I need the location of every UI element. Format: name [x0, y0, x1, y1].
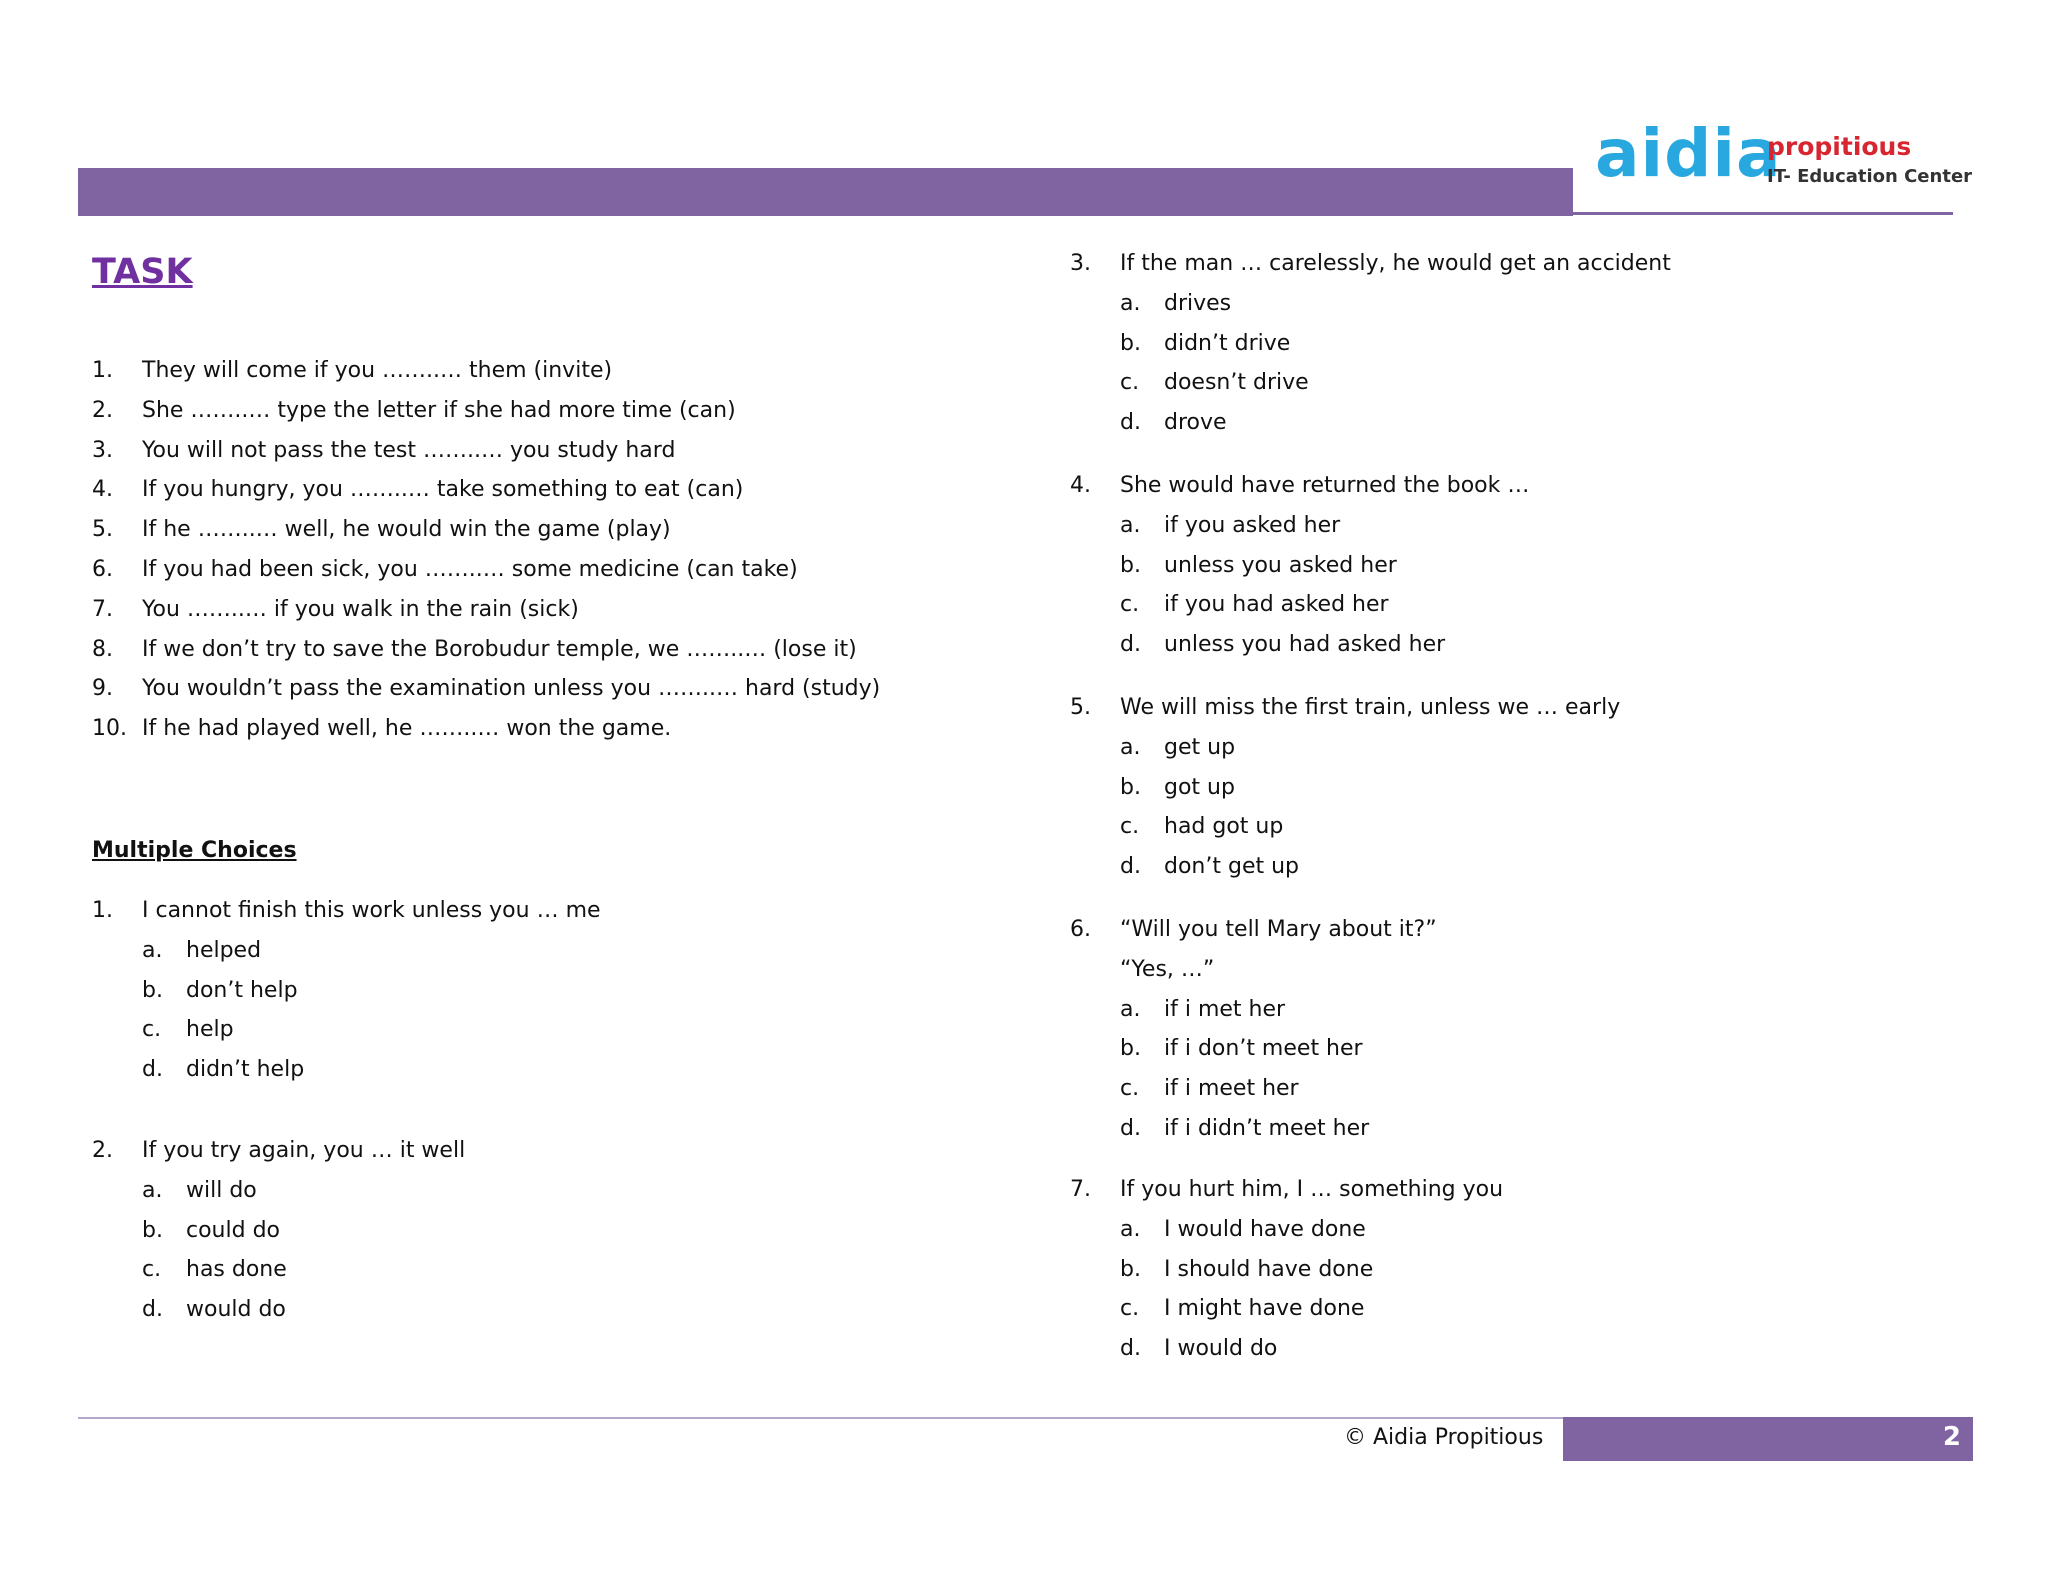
footer-copyright: © Aidia Propitious	[1344, 1425, 1544, 1450]
task-title: TASK	[92, 252, 193, 292]
option-letter: a.	[1120, 996, 1141, 1022]
option-letter: a.	[142, 1177, 163, 1203]
option-letter: a.	[1120, 734, 1141, 760]
option-letter: d.	[1120, 1115, 1141, 1141]
option-letter: c.	[1120, 1076, 1140, 1102]
task-item-text: You will not pass the test ……..… you study hard	[142, 437, 676, 463]
question-stem	[92, 891, 892, 931]
answer-option	[1070, 625, 1870, 665]
mc-question	[1070, 910, 1870, 1149]
option-text: has done	[186, 1257, 287, 1283]
answer-option	[1070, 768, 1870, 808]
option-letter: b.	[1120, 552, 1141, 578]
option-letter: b.	[142, 1217, 163, 1243]
task-item-text: If he ……..… well, he would win the game (play)	[142, 517, 671, 543]
logo-wordmark: aidia	[1595, 115, 1782, 192]
option-letter: d.	[1120, 632, 1141, 658]
option-letter: c.	[1120, 370, 1140, 396]
answer-option	[92, 1050, 892, 1090]
option-letter: c.	[142, 1257, 162, 1283]
logo-subtitle: IT- Education Center	[1767, 166, 1973, 187]
option-letter: a.	[1120, 512, 1141, 538]
answer-option	[92, 1290, 892, 1330]
option-text: doesn’t drive	[1164, 370, 1309, 396]
question-stem	[1070, 910, 1870, 950]
answer-option	[1070, 1109, 1870, 1149]
option-text: got up	[1164, 774, 1235, 800]
answer-option	[92, 971, 892, 1011]
option-text: I would have done	[1164, 1216, 1366, 1242]
answer-option	[92, 931, 892, 971]
task-item	[92, 550, 992, 590]
task-item-text: If he had played well, he ……..… won the game.	[142, 716, 672, 742]
option-text: I might have done	[1164, 1296, 1365, 1322]
task-item-text: She ……..… type the letter if she had more time (can)	[142, 397, 736, 423]
option-text: didn’t help	[186, 1057, 305, 1083]
question-stem	[1070, 244, 1870, 284]
footer-rule	[78, 1417, 1563, 1419]
question-text: She would have returned the book …	[1120, 473, 1530, 498]
task-item-number: 10.	[92, 716, 127, 742]
answer-option	[1070, 363, 1870, 403]
task-item-number: 2.	[92, 397, 113, 423]
task-item	[92, 351, 992, 391]
option-text: if you had asked her	[1164, 592, 1389, 618]
option-letter: b.	[1120, 330, 1141, 356]
option-letter: d.	[142, 1297, 163, 1323]
option-letter: a.	[1120, 1216, 1141, 1242]
answer-option	[1070, 1069, 1870, 1109]
question-text: We will miss the first train, unless we … early	[1120, 695, 1621, 720]
task-item-text: If we don’t try to save the Borobudur temple, we ……..… (lose it)	[142, 636, 857, 662]
option-text: would do	[186, 1297, 286, 1323]
option-letter: c.	[1120, 592, 1140, 618]
task-item	[92, 431, 992, 471]
header-underline	[1573, 212, 1953, 215]
task-item-text: They will come if you ……..… them (invite)	[142, 358, 613, 383]
footer-band	[1563, 1417, 1973, 1461]
mc-question	[92, 1131, 892, 1330]
task-item-number: 3.	[92, 437, 113, 463]
task-item-text: You wouldn’t pass the examination unless you ……..… hard (study)	[142, 676, 881, 702]
option-text: could do	[186, 1217, 280, 1243]
task-item-text: If you hungry, you ……..… take something to eat (can)	[142, 477, 744, 503]
option-text: I should have done	[1164, 1256, 1374, 1282]
option-text: unless you asked her	[1164, 552, 1397, 578]
option-text: if i meet her	[1164, 1076, 1299, 1102]
question-number: 5.	[1070, 695, 1091, 720]
task-item	[92, 510, 992, 550]
option-text: unless you had asked her	[1164, 632, 1446, 658]
option-letter: b.	[1120, 1036, 1141, 1062]
answer-option	[92, 1010, 892, 1050]
question-text: “Will you tell Mary about it?”	[1120, 917, 1437, 942]
option-letter: b.	[142, 977, 163, 1003]
question-stem-continued	[1070, 950, 1870, 990]
question-number: 6.	[1070, 917, 1091, 942]
answer-option	[1070, 506, 1870, 546]
task-item	[92, 709, 992, 749]
task-item	[92, 590, 992, 630]
question-number: 2.	[92, 1138, 113, 1163]
option-text: if i don’t meet her	[1164, 1036, 1363, 1062]
option-text: if i met her	[1164, 996, 1286, 1022]
answer-option	[1070, 403, 1870, 443]
option-letter: b.	[1120, 774, 1141, 800]
option-text: if you asked her	[1164, 512, 1341, 538]
option-letter: c.	[1120, 1296, 1140, 1322]
option-letter: a.	[1120, 290, 1141, 316]
task-item-number: 1.	[92, 358, 113, 383]
multiple-choices-title: Multiple Choices	[92, 838, 297, 863]
option-letter: c.	[1120, 814, 1140, 840]
header-band	[78, 168, 1573, 216]
answer-option	[1070, 284, 1870, 324]
question-stem	[1070, 688, 1870, 728]
question-text: If you hurt him, I … something you	[1120, 1177, 1504, 1202]
company-logo	[1595, 115, 1973, 208]
question-number: 7.	[1070, 1177, 1091, 1202]
answer-option	[1070, 1289, 1870, 1329]
option-letter: d.	[1120, 410, 1141, 436]
answer-option	[1070, 807, 1870, 847]
task-item-text: You ……..… if you walk in the rain (sick)	[142, 596, 579, 622]
answer-option	[92, 1171, 892, 1211]
answer-option	[1070, 1210, 1870, 1250]
answer-option	[1070, 1329, 1870, 1369]
question-stem	[1070, 1170, 1870, 1210]
question-number: 1.	[92, 898, 113, 923]
question-number: 3.	[1070, 251, 1091, 276]
task-item-text: If you had been sick, you ……..… some medicine (can take)	[142, 556, 798, 582]
option-text: drove	[1164, 410, 1227, 436]
question-stem	[1070, 466, 1870, 506]
option-text: get up	[1164, 734, 1236, 760]
answer-option	[1070, 585, 1870, 625]
answer-option	[1070, 728, 1870, 768]
option-text: I would do	[1164, 1336, 1278, 1362]
mc-question	[1070, 466, 1870, 665]
task-item-number: 8.	[92, 636, 113, 662]
option-letter: d.	[142, 1057, 163, 1083]
option-text: helped	[186, 937, 262, 963]
option-text: if i didn’t meet her	[1164, 1115, 1370, 1141]
option-letter: b.	[1120, 1256, 1141, 1282]
task-item	[92, 470, 992, 510]
option-text: will do	[186, 1177, 257, 1203]
option-text: don’t get up	[1164, 854, 1300, 880]
option-text: don’t help	[186, 977, 298, 1003]
option-letter: d.	[1120, 1336, 1141, 1362]
option-text: had got up	[1164, 814, 1284, 840]
question-text: “Yes, …”	[1120, 956, 1215, 982]
mc-question	[1070, 1170, 1870, 1369]
answer-option	[1070, 847, 1870, 887]
option-letter: d.	[1120, 854, 1141, 880]
page-number: 2	[1942, 1422, 1961, 1452]
option-text: help	[186, 1017, 234, 1043]
option-text: drives	[1164, 290, 1232, 316]
answer-option	[1070, 1250, 1870, 1290]
task-item-number: 7.	[92, 596, 113, 622]
mc-question	[92, 891, 892, 1090]
question-text: If the man … carelessly, he would get an accident	[1120, 251, 1671, 276]
option-letter: c.	[142, 1017, 162, 1043]
task-item	[92, 669, 992, 709]
option-text: didn’t drive	[1164, 330, 1291, 356]
answer-option	[1070, 1029, 1870, 1069]
answer-option	[92, 1250, 892, 1290]
mc-question	[1070, 688, 1870, 887]
task-item-number: 5.	[92, 517, 113, 543]
mc-question	[1070, 244, 1870, 443]
task-item	[92, 630, 992, 670]
question-text: If you try again, you … it well	[142, 1138, 466, 1163]
logo-propitious: propitious	[1767, 132, 1912, 161]
question-stem	[92, 1131, 892, 1171]
question-number: 4.	[1070, 473, 1091, 498]
option-letter: a.	[142, 937, 163, 963]
answer-option	[1070, 324, 1870, 364]
task-item	[92, 391, 992, 431]
task-item-number: 6.	[92, 556, 113, 582]
task-list	[92, 351, 992, 749]
answer-option	[1070, 546, 1870, 586]
answer-option	[1070, 990, 1870, 1030]
answer-option	[92, 1211, 892, 1251]
task-item-number: 4.	[92, 477, 113, 503]
question-text: I cannot finish this work unless you … me	[142, 898, 601, 923]
task-item-number: 9.	[92, 676, 113, 702]
